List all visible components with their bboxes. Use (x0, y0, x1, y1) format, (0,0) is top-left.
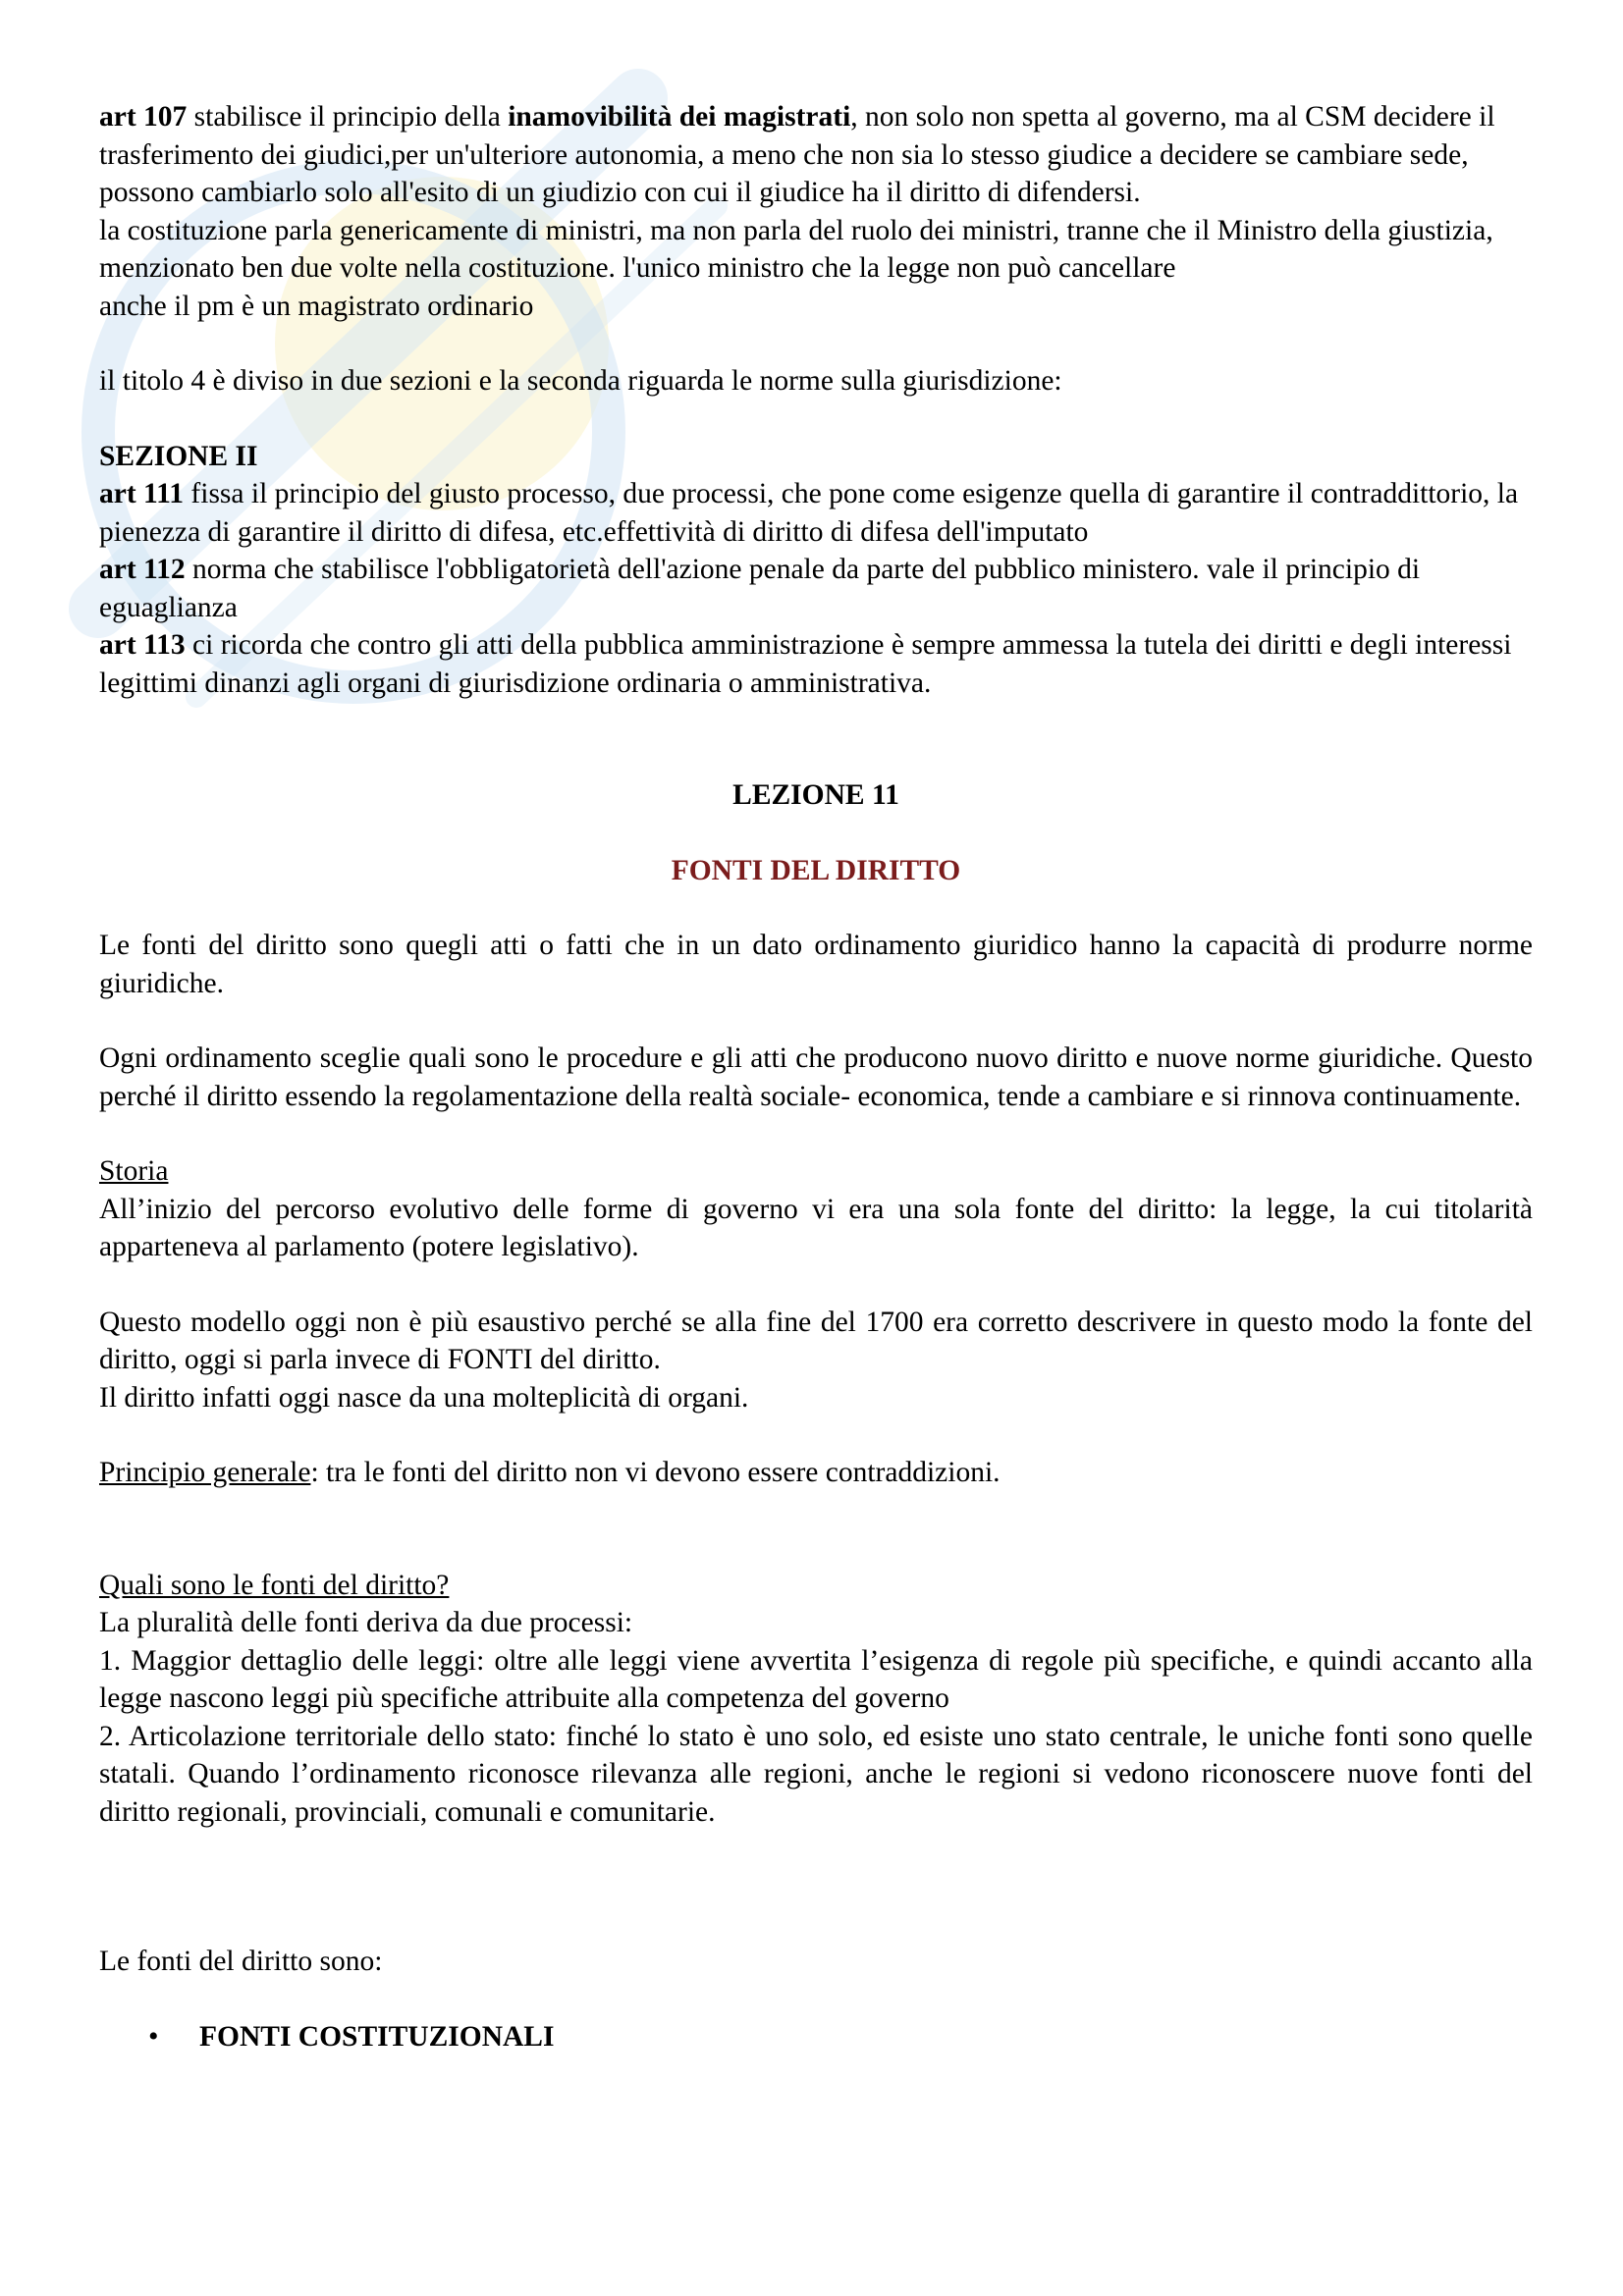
elenco-intro-paragraph: Le fonti del diritto sono: (99, 1946, 383, 1977)
art-113-label: art 113 (99, 629, 186, 661)
section-title: FONTI DEL DIRITTO (671, 854, 961, 886)
bullet-icon: • (148, 2019, 159, 2053)
modello-paragraph-2: Il diritto infatti oggi nasce da una molteplicità di organi. (99, 1381, 749, 1414)
art-107-label: art 107 (99, 101, 188, 133)
bullet-item-fonti-costituzionali (148, 2018, 1533, 2056)
art-111-text: fissa il principio del giusto processo, due processi, che pone come esigenze quella di garantire il contraddittorio, la pienezza di garantire il diritto di difesa, etc.effettività di diritto di difesa dell'imputato (99, 478, 1519, 548)
document-body (99, 98, 1533, 2056)
lesson-title: LEZIONE 11 (732, 779, 899, 811)
art-107-emphasis: inamovibilità dei magistrati (508, 101, 851, 133)
principio-paragraph (99, 1454, 1533, 1492)
list-item-2: 2. Articolazione territoriale dello stato: finché lo stato è uno solo, ed esiste uno stato centrale, le uniche fonti sono quelle statali. Quando l’ordinamento riconosce rilevanza alle regioni, anche le regioni si vedono riconoscere nuove fonti del diritto regionali, provinciali, comunali e comunitarie. (99, 1720, 1533, 1828)
art-112-text: norma che stabilisce l'obbligatorietà dell'azione penale da parte del pubblico ministero. vale il principio di eguaglianza (99, 554, 1421, 623)
bullet-item-label: FONTI COSTITUZIONALI (199, 2020, 555, 2053)
art-111-label: art 111 (99, 478, 185, 509)
art-107-text-1: stabilisce il principio della (187, 101, 509, 133)
art-107-text-2: , non solo non spetta al governo, ma al CSM decidere il trasferimento dei giudici,per un'ulteriore autonomia, a meno che non sia lo stesso giudice a decidere se cambiare sede, possono cambiarlo solo all'esito di un giudizio con cui il giudice ha il diritto di difendersi. (99, 101, 1495, 208)
art-111-paragraph (99, 475, 1533, 551)
fonti-definition-paragraph: Le fonti del diritto sono quegli atti o fatti che in un dato ordinamento giuridico hanno la capacità di produrre norme giuridiche. (99, 930, 1533, 999)
list-item-1: 1. Maggior dettaglio delle leggi: oltre alle leggi viene avvertita l’esigenza di regole più specifiche, e quindi accanto alla legge nascono leggi più specifiche attribuite alla competenza del governo (99, 1644, 1533, 1714)
art-113-text: ci ricorda che contro gli atti della pubblica amministrazione è sempre ammessa la tutela dei diritti e degli interessi legittimi dinanzi agli organi di giurisdizione ordinaria o amministrativa. (99, 629, 1512, 699)
art-112-label: art 112 (99, 554, 186, 585)
modello-paragraph-1: Questo modello oggi non è più esaustivo perché se alla fine del 1700 era corretto descrivere in questo modo la fonte del diritto, oggi si parla invece di FONTI del diritto. (99, 1306, 1533, 1375)
storia-heading: Storia (99, 1155, 169, 1187)
principio-text: : tra le fonti del diritto non vi devono essere contraddizioni. (310, 1457, 1001, 1488)
ministri-paragraph-1: la costituzione parla genericamente di ministri, ma non parla del ruolo dei ministri, tranne che il Ministro della giustizia, menzionato ben due volte nella costituzione. l'unico ministro che la legge non può cancellare (99, 214, 1493, 284)
pluralita-paragraph: La pluralità delle fonti deriva da due processi: (99, 1607, 633, 1638)
art-113-paragraph (99, 626, 1533, 702)
titolo-4-paragraph: il titolo 4 è diviso in due sezioni e la seconda riguarda le norme sulla giurisdizione: (99, 365, 1062, 397)
sezione-heading: SEZIONE II (99, 440, 258, 472)
art-107-paragraph (99, 98, 1533, 212)
art-112-paragraph (99, 551, 1533, 626)
ordinamento-paragraph: Ogni ordinamento sceglie quali sono le procedure e gli atti che producono nuovo diritto e nuove norme giuridiche. Questo perché il diritto essendo la regolamentazione della realtà sociale- economica, tende a cambiare e si rinnova continuamente. (99, 1042, 1533, 1112)
ministri-paragraph-2: anche il pm è un magistrato ordinario (99, 290, 534, 322)
quali-heading: Quali sono le fonti del diritto? (99, 1569, 450, 1601)
principio-label: Principio generale (99, 1457, 311, 1488)
storia-paragraph: All’inizio del percorso evolutivo delle forme di governo vi era una sola fonte del diritto: la legge, la cui titolarità apparteneva al parlamento (potere legislativo). (99, 1193, 1533, 1262)
